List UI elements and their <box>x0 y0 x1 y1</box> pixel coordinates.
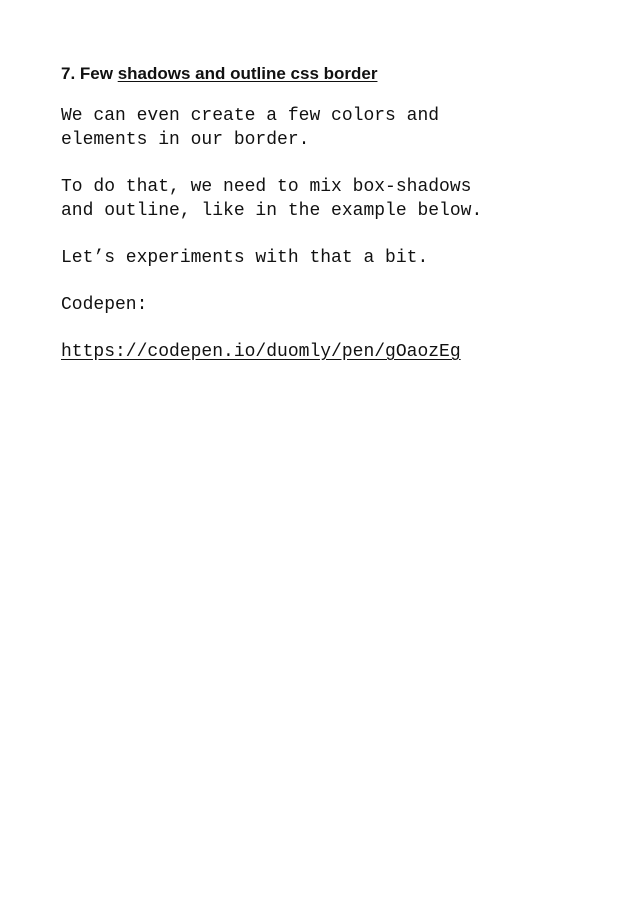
section-heading <box>61 62 601 86</box>
paragraph-experiment: Let’s experiments with that a bit. <box>61 248 429 268</box>
paragraph-codepen-label: Codepen: <box>61 295 148 315</box>
heading-underlined-title: shadows and outline css border <box>117 64 378 83</box>
codepen-link[interactable]: https://codepen.io/duomly/pen/gOaozEg <box>61 342 461 362</box>
heading-prefix: 7. Few <box>61 64 118 83</box>
paragraph-instructions: To do that, we need to mix box-shadows and outline, like in the example below. <box>61 177 483 221</box>
paragraph-intro: We can even create a few colors and elements in our border. <box>61 106 440 150</box>
document-content <box>61 62 601 364</box>
